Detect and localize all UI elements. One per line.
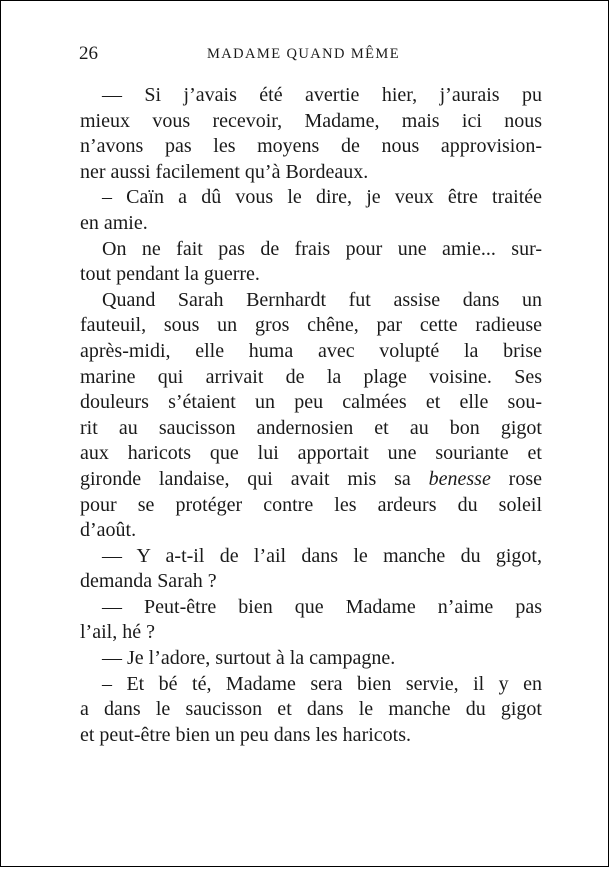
paragraph: [80, 83, 542, 185]
text-line: douleurs s’étaient un peu calmées et elle sou-: [80, 391, 542, 414]
text-line: marine qui arrivait de la plage voisine. Ses: [80, 365, 542, 388]
text-line: rit au saucisson andernosien et au bon gigot: [80, 416, 542, 439]
paragraph: [80, 595, 542, 646]
text-line: fauteuil, sous un gros chêne, par cette radieuse: [80, 314, 542, 337]
italic-word: benesse: [428, 467, 491, 490]
paragraph: [80, 672, 542, 749]
text-line: d’août.: [80, 519, 137, 542]
paragraph: [80, 544, 542, 595]
text-line: pour se protéger contre les ardeurs du soleil: [80, 493, 542, 516]
text-segment: gironde landaise, qui avait mis sa: [80, 467, 429, 490]
text-line: et peut-être bien un peu dans les haricots.: [80, 723, 411, 746]
paragraph: [80, 185, 542, 236]
text-line: On ne fait pas de frais pour une amie... sur-: [102, 237, 542, 260]
body-text: [80, 83, 542, 748]
paragraph: [80, 288, 542, 544]
text-line: après-midi, elle huma avec volupté la brise: [80, 339, 542, 362]
page-header: [79, 43, 536, 65]
text-line: tout pendant la guerre.: [80, 263, 260, 286]
text-line: a dans le saucisson et dans le manche du gigot: [80, 698, 542, 721]
text-line: l’ail, hé ?: [80, 621, 155, 644]
paragraph: [80, 646, 542, 672]
running-title: MADAME QUAND MÊME: [207, 46, 400, 62]
text-segment: rose: [490, 467, 542, 490]
text-line: — Peut-être bien que Madame n’aime pas: [102, 595, 542, 618]
paragraph: [80, 237, 542, 288]
text-line: ner aussi facilement qu’à Bordeaux.: [80, 160, 369, 183]
text-line: – Et bé té, Madame sera bien servie, il y en: [102, 672, 542, 695]
text-line: n’avons pas les moyens de nous approvision-: [80, 135, 542, 158]
text-line: — Y a-t-il de l’ail dans le manche du gigot,: [102, 544, 542, 567]
text-line: — Si j’avais été avertie hier, j’aurais pu: [102, 84, 542, 106]
text-line: [80, 467, 542, 493]
text-line: aux haricots que lui apportait une souriante et: [80, 442, 542, 465]
text-line: mieux vous recevoir, Madame, mais ici nous: [80, 109, 542, 132]
text-line: Quand Sarah Bernhardt fut assise dans un: [102, 288, 542, 311]
text-line: demanda Sarah ?: [80, 570, 217, 593]
text-line: en amie.: [80, 211, 148, 234]
text-line: — Je l’adore, surtout à la campagne.: [102, 647, 396, 670]
text-line: – Caïn a dû vous le dire, je veux être traitée: [102, 186, 542, 209]
page-number: 26: [79, 43, 98, 64]
